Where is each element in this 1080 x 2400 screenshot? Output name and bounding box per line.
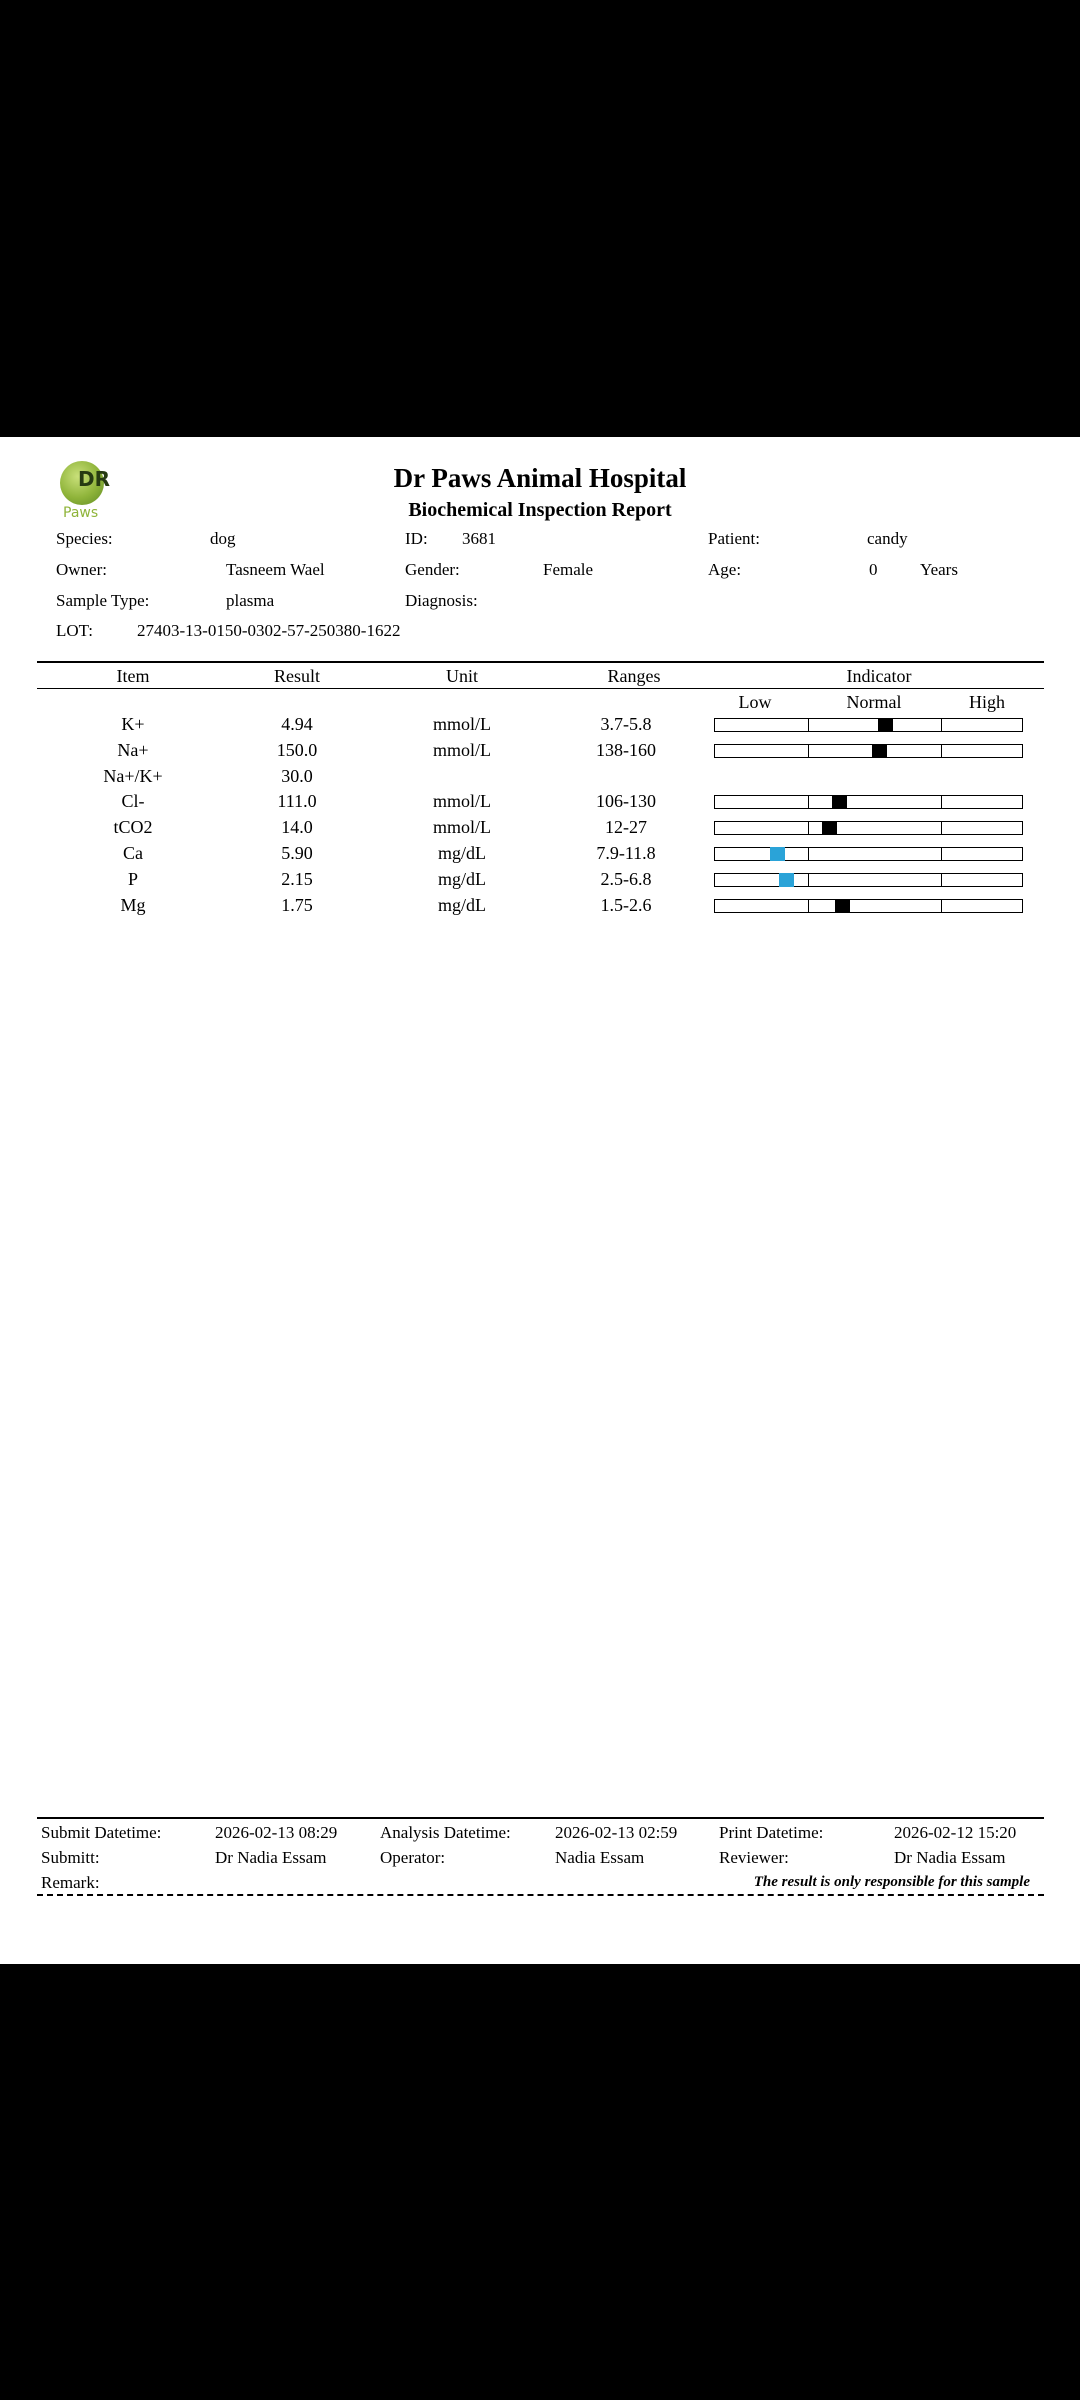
logo-subtext: Paws — [63, 505, 99, 521]
cell-result: 5.90 — [281, 843, 313, 863]
indicator-divider — [808, 822, 809, 834]
gender-label: Gender: — [405, 560, 460, 579]
reviewer-label: Reviewer: — [719, 1848, 789, 1867]
indicator-normal-label: Normal — [846, 692, 902, 712]
cell-unit: mg/dL — [438, 869, 486, 889]
gender-value: Female — [543, 560, 594, 579]
indicator-divider — [941, 796, 942, 808]
submit-datetime-value: 2026-02-13 08:29 — [215, 1823, 338, 1842]
cell-item: K+ — [121, 714, 145, 734]
indicator-divider — [808, 745, 809, 757]
table-header-rule — [37, 688, 1044, 689]
sample-type-value: plasma — [226, 591, 275, 610]
indicator-bar — [714, 718, 1023, 732]
indicator-bar — [714, 821, 1023, 835]
cell-item: Mg — [120, 895, 146, 915]
age-value: 0 — [869, 560, 878, 579]
cell-result: 30.0 — [281, 766, 313, 786]
indicator-high-label: High — [969, 692, 1005, 712]
indicator-low-label: Low — [738, 692, 772, 712]
patient-value: candy — [867, 529, 908, 548]
remark-label: Remark: — [41, 1873, 100, 1892]
id-value: 3681 — [462, 529, 496, 548]
lot-value: 27403-13-0150-0302-57-250380-1622 — [137, 621, 401, 640]
cell-result: 2.15 — [281, 869, 313, 889]
print-datetime-value: 2026-02-12 15:20 — [894, 1823, 1017, 1842]
indicator-divider — [808, 796, 809, 808]
indicator-marker — [822, 821, 837, 835]
indicator-divider — [808, 874, 809, 886]
indicator-divider — [941, 848, 942, 860]
cell-result: 150.0 — [276, 740, 318, 760]
footer-dashed-rule — [37, 1894, 1044, 1896]
indicator-bar — [714, 795, 1023, 809]
table-top-rule — [37, 661, 1044, 663]
cell-unit: mmol/L — [433, 817, 491, 837]
cell-item: Ca — [123, 843, 143, 863]
col-header-indicator: Indicator — [846, 666, 912, 686]
cell-range: 7.9-11.8 — [596, 843, 656, 863]
cell-range: 106-130 — [596, 791, 656, 811]
indicator-divider — [808, 719, 809, 731]
cell-unit: mmol/L — [433, 740, 491, 760]
footer-rule — [37, 1817, 1044, 1819]
analysis-datetime-value: 2026-02-13 02:59 — [555, 1823, 678, 1842]
cell-range: 1.5-2.6 — [600, 895, 652, 915]
col-header-ranges: Ranges — [607, 666, 661, 686]
print-datetime-label: Print Datetime: — [719, 1823, 824, 1842]
indicator-marker — [872, 744, 887, 758]
cell-range: 138-160 — [596, 740, 656, 760]
submitter-value: Dr Nadia Essam — [215, 1848, 327, 1867]
report-title: Biochemical Inspection Report — [408, 499, 672, 521]
indicator-divider — [941, 745, 942, 757]
cell-result: 111.0 — [277, 791, 317, 811]
cell-item: Na+ — [117, 740, 149, 760]
operator-value: Nadia Essam — [555, 1848, 645, 1867]
indicator-marker — [832, 795, 847, 809]
indicator-bar — [714, 899, 1023, 913]
indicator-marker — [878, 718, 893, 732]
indicator-divider — [941, 719, 942, 731]
hospital-name: Dr Paws Animal Hospital — [393, 463, 687, 493]
indicator-divider — [941, 822, 942, 834]
cell-result: 4.94 — [281, 714, 313, 734]
col-header-result: Result — [273, 666, 321, 686]
cell-item: Na+/K+ — [103, 766, 163, 786]
sample-type-label: Sample Type: — [56, 591, 150, 610]
indicator-bar — [714, 873, 1023, 887]
col-header-unit: Unit — [445, 666, 479, 686]
indicator-marker — [770, 847, 785, 861]
cell-item: Cl- — [121, 791, 145, 811]
analysis-datetime-label: Analysis Datetime: — [380, 1823, 511, 1842]
indicator-bar — [714, 847, 1023, 861]
patient-label: Patient: — [708, 529, 760, 548]
indicator-marker — [779, 873, 794, 887]
species-label: Species: — [56, 529, 113, 548]
col-header-item: Item — [116, 666, 150, 686]
cell-unit: mmol/L — [433, 714, 491, 734]
cell-item: P — [127, 869, 139, 889]
age-unit: Years — [920, 560, 958, 579]
cell-range: 2.5-6.8 — [600, 869, 652, 889]
reviewer-value: Dr Nadia Essam — [894, 1848, 1006, 1867]
logo-text: DR — [78, 467, 111, 491]
cell-range: 12-27 — [605, 817, 647, 837]
cell-unit: mmol/L — [433, 791, 491, 811]
cell-unit: mg/dL — [438, 843, 486, 863]
cell-range: 3.7-5.8 — [600, 714, 652, 734]
age-label: Age: — [708, 560, 742, 579]
indicator-divider — [808, 848, 809, 860]
submit-datetime-label: Submit Datetime: — [41, 1823, 162, 1842]
owner-value: Tasneem Wael — [226, 560, 325, 579]
lot-label: LOT: — [56, 621, 93, 640]
submitter-label: Submitt: — [41, 1848, 100, 1867]
indicator-marker — [835, 899, 850, 913]
disclaimer-note: The result is only responsible for this sample — [753, 1874, 1030, 1890]
cell-result: 14.0 — [281, 817, 313, 837]
cell-result: 1.75 — [281, 895, 313, 915]
indicator-divider — [808, 900, 809, 912]
diagnosis-label: Diagnosis: — [405, 591, 478, 610]
operator-label: Operator: — [380, 1848, 446, 1867]
cell-unit: mg/dL — [438, 895, 486, 915]
indicator-divider — [941, 874, 942, 886]
report-page — [0, 437, 1080, 1964]
owner-label: Owner: — [56, 560, 107, 579]
cell-item: tCO2 — [113, 817, 153, 837]
species-value: dog — [210, 529, 236, 548]
id-label: ID: — [405, 529, 428, 548]
indicator-bar — [714, 744, 1023, 758]
indicator-divider — [941, 900, 942, 912]
